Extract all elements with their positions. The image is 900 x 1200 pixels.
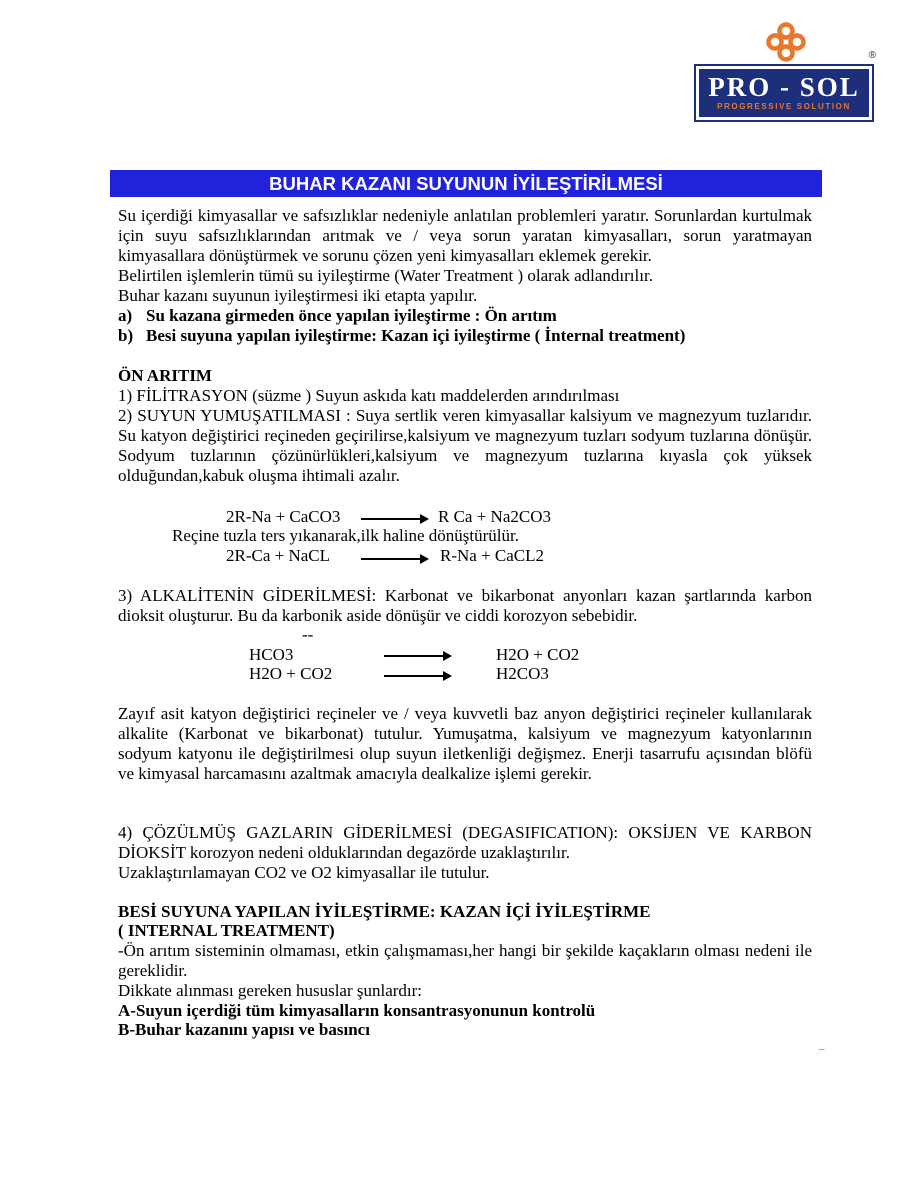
- document-body: [118, 206, 812, 486]
- stage-b-marker: b): [118, 326, 134, 345]
- alkalite-paragraph: 3) ALKALİTENİN GİDERİLMESİ: Karbonat ve bikarbonat anyonları kazan şartlarında karbon dioksit oluşturur. Bu da karbonik aside dönüşür ve ciddi korozyon sebebidir.: [118, 586, 812, 625]
- reaction1-arrow-icon: [361, 518, 427, 520]
- stage-a-marker: a): [118, 306, 133, 325]
- intro-line-two-stages: Buhar kazanı suyunun iyileştirmesi iki etapta yapılır.: [118, 286, 478, 305]
- stage-a-text: Su kazana girmeden önce yapılan iyileştirme : Ön arıtım: [146, 306, 557, 325]
- registered-mark: ®: [868, 50, 876, 61]
- softening-item: 2) SUYUN YUMUŞATILMASI : Suya sertlik veren kimyasallar kalsiyum ve magnezyum tuzlarıdır. Su katyon değiştirici reçineden geçirilirse,kalsiyum ve magnezyum tuzları sodyum tuzlarına dönüşür. Sodyum tuzlarının çözünürlükleri,kalsiyum ve magnezyum tuzlarına kıyasla çok yüksek olduğundan,kabuk oluşma ihtimali azalır.: [118, 406, 812, 485]
- internal-treatment-paragraph: -Ön arıtım sisteminin olmaması, etkin çalışmaması,her hangi bir şekilde kaçakların olması nedeni ile gereklidir.: [118, 941, 812, 980]
- internal-treatment-subheading: ( INTERNAL TREATMENT): [118, 921, 335, 940]
- reaction1-left: 2R-Na + CaCO3: [226, 507, 341, 526]
- footer-mark: –: [819, 1043, 825, 1055]
- degasification-paragraph: 4) ÇÖZÜLMÜŞ GAZLARIN GİDERİLMESİ (DEGASIFICATION): OKSİJEN VE KARBON DİOKSİT korozyon nedeni olduklarından degazörde uzaklaştırılır.: [118, 823, 812, 862]
- logo-tagline: PROGRESSIVE SOLUTION: [717, 102, 851, 111]
- reaction-note: Reçine tuzla ters yıkanarak,ilk haline dönüştürülür.: [172, 526, 519, 545]
- alkalite-reaction1-left: HCO3: [249, 645, 294, 664]
- alkalite-reaction2-left: H2O + CO2: [249, 664, 333, 683]
- intro-paragraph: Su içerdiği kimyasallar ve safsızlıklar nedeniyle anlatılan problemleri yaratır. Sorunlardan kurtulmak için suyu safsızlıklarından arıtmak ve / veya sorun yaratan kimyasalları, sorun yaratmayan kimyasallara dönüştürmek ve sorunu çözen yeni kimyasalları eklemek gerekir.: [118, 206, 812, 265]
- considerations-line: Dikkate alınması gereken hususlar şunlardır:: [118, 981, 423, 1000]
- flower-logo-icon: [764, 22, 808, 62]
- stage-a: [118, 306, 812, 326]
- alkalite-reaction2-arrow-icon: [384, 675, 450, 677]
- stage-b-text: Besi suyuna yapılan iyileştirme: Kazan içi iyileştirme ( İnternal treatment): [146, 326, 686, 345]
- bicarbonate-charge: --: [302, 625, 314, 644]
- pro-sol-logo: [694, 22, 878, 126]
- dealkalization-paragraph: Zayıf asit katyon değiştirici reçineler ve / veya kuvvetli baz anyon değiştirici reçineler kullanılarak alkalite (Karbonat ve bikarbonat) tutulur. Yumuşatma, kalsiyum ve magnezyum katyonlarının sodyum katyonu ile değiştirilmesi olup suyun iletkenliği değişmez. Enerji tasarrufu açısından blöfü ve kimyasal harcamasını azaltmak amacıyla dealkalize işlemi gerekir.: [118, 704, 812, 783]
- consideration-a: A-Suyun içerdiği tüm kimyasalların konsantrasyonunun kontrolü: [118, 1001, 596, 1020]
- logo-wordmark: PRO - SOL: [708, 72, 860, 102]
- degasification-line2: Uzaklaştırılamayan CO2 ve O2 kimyasallar ile tutulur.: [118, 863, 490, 882]
- title-banner: BUHAR KAZANI SUYUNUN İYİLEŞTİRİLMESİ: [110, 170, 822, 197]
- alkalite-reaction1-arrow-icon: [384, 655, 450, 657]
- reaction2-arrow-icon: [361, 558, 427, 560]
- on-aritim-heading: ÖN ARITIM: [118, 366, 212, 385]
- alkalite-reaction2-right: H2CO3: [496, 664, 549, 683]
- stage-b: [118, 326, 812, 346]
- filtration-item: 1) FİLİTRASYON (süzme ) Suyun askıda katı maddelerden arındırılması: [118, 386, 620, 405]
- reaction2-right: R-Na + CaCL2: [440, 546, 545, 565]
- logo-inner: [699, 69, 869, 117]
- reaction2-left: 2R-Ca + NaCL: [226, 546, 331, 565]
- alkalite-reaction1-right: H2O + CO2: [496, 645, 580, 664]
- logo-box: [694, 64, 874, 122]
- consideration-b: B-Buhar kazanını yapısı ve basıncı: [118, 1020, 370, 1039]
- intro-line-water-treatment: Belirtilen işlemlerin tümü su iyileştirme (Water Treatment ) olarak adlandırılır.: [118, 266, 653, 285]
- reaction1-right: R Ca + Na2CO3: [438, 507, 551, 526]
- internal-treatment-heading: BESİ SUYUNA YAPILAN İYİLEŞTİRME: KAZAN İÇİ İYİLEŞTİRME: [118, 902, 651, 921]
